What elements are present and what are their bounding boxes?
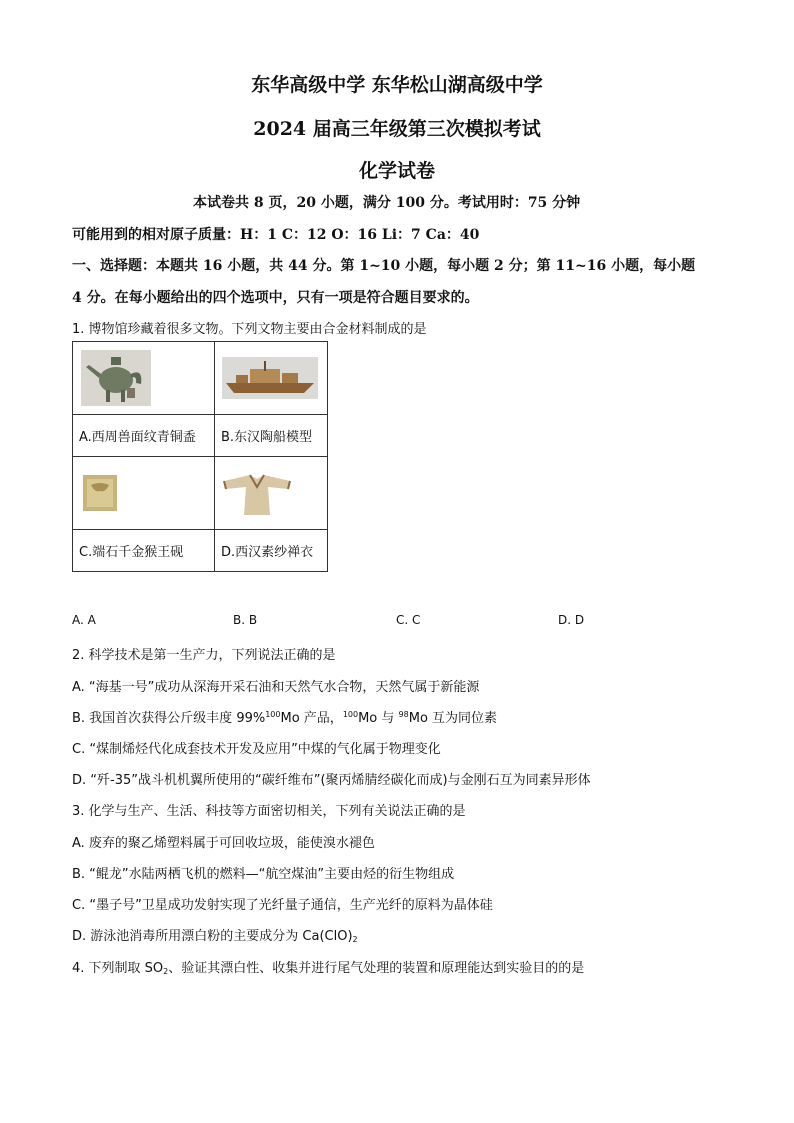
question-2-stem: 2. 科学技术是第一生产力，下列说法正确的是: [72, 648, 336, 663]
exam-info: 本试卷共 8 页，20 小题，满分 100 分。考试用时：75 分钟: [193, 195, 581, 211]
q2-b-mid1: Mo 产品，: [280, 711, 343, 726]
question-1-stem: 1. 博物馆珍藏着很多文物。下列文物主要由合金材料制成的是: [72, 322, 427, 337]
artifact-a-label: A.西周兽面纹青铜盉: [79, 430, 196, 445]
q3-d-text: D. 游泳池消毒所用漂白粉的主要成分为 Ca(ClO): [72, 929, 353, 944]
q2-option-c: C. “煤制烯烃代化成套技术开发及应用”中煤的气化属于物理变化: [72, 742, 441, 757]
artifact-c-label-cell: [73, 530, 215, 572]
q2-option-b: [72, 707, 497, 726]
artifact-c-label: C.端石千金猴王砚: [79, 545, 184, 560]
subject-title: 化学试卷: [358, 160, 435, 182]
q2-option-d: D. “歼-35”战斗机机翼所使用的“碳纤维布”(聚丙烯腈经碳化而成)与金刚石互为同素异形体: [72, 773, 591, 788]
q3-option-d: [72, 925, 358, 944]
pottery-boat-image: [222, 357, 318, 399]
artifact-d-label: D.西汉素纱禅衣: [221, 545, 314, 560]
q2-b-sup3: 98: [398, 710, 409, 719]
q4-stem-post: 、验证其漂白性、收集并进行尾气处理的装置和原理能达到实验目的的是: [168, 961, 585, 976]
inkstone-image: [81, 473, 119, 513]
section-instructions-line2: 4 分。在每小题给出的四个选项中，只有一项是符合题目要求的。: [72, 290, 479, 306]
q2-b-pre: B. 我国首次获得公斤级丰度 99%: [72, 711, 266, 726]
artifact-a-cell: [73, 342, 215, 415]
q2-b-sup1: 100: [265, 710, 281, 719]
exam-title: 2024 届高三年级第三次模拟考试: [253, 118, 541, 140]
question-3-stem: 3. 化学与生产、生活、科技等方面密切相关，下列有关说法正确的是: [72, 804, 466, 819]
q3-option-c: C. “墨子号”卫星成功发射实现了光纤量子通信，生产光纤的原料为晶体硅: [72, 898, 493, 913]
q2-option-a: A. “海基一号”成功从深海开采石油和天然气水合物，天然气属于新能源: [72, 680, 480, 695]
q2-b-post: Mo 互为同位素: [408, 711, 498, 726]
artifact-a-label-cell: [73, 415, 215, 457]
artifact-table: [72, 341, 328, 572]
q1-choice-c: C. C: [396, 613, 421, 627]
artifact-d-cell: [215, 457, 328, 530]
school-title: 东华高级中学 东华松山湖高级中学: [251, 74, 543, 96]
q2-b-mid2: Mo 与: [358, 711, 395, 726]
artifact-d-label-cell: [215, 530, 328, 572]
bronze-vessel-image: [81, 350, 151, 406]
q1-choice-a: A. A: [72, 613, 96, 627]
q2-b-sup2: 100: [342, 710, 359, 719]
q3-option-a: A. 废弃的聚乙烯塑料属于可回收垃圾，能使溴水褪色: [72, 836, 375, 851]
artifact-b-label-cell: [215, 415, 328, 457]
question-4-stem: [72, 957, 584, 976]
artifact-b-cell: [215, 342, 328, 415]
q4-stem-pre: 4. 下列制取 SO: [72, 961, 164, 976]
q3-option-b: B. “鲲龙”水陆两栖飞机的燃料—“航空煤油”主要由烃的衍生物组成: [72, 867, 455, 882]
artifact-c-cell: [73, 457, 215, 530]
q3-d-sub: 2: [352, 935, 358, 944]
artifact-b-label: B.东汉陶船模型: [221, 430, 313, 445]
q1-choice-b: B. B: [233, 613, 258, 627]
silk-robe-image: [222, 469, 292, 517]
section-instructions-line1: 一、选择题：本题共 16 小题，共 44 分。第 1~10 小题，每小题 2 分；第 11~16 小题，每小题: [72, 258, 696, 274]
q4-stem-sub: 2: [163, 967, 169, 976]
atomic-masses: 可能用到的相对原子质量：H：1 C：12 O：16 Li：7 Ca：40: [72, 227, 480, 243]
q1-choice-d: D. D: [558, 613, 585, 627]
